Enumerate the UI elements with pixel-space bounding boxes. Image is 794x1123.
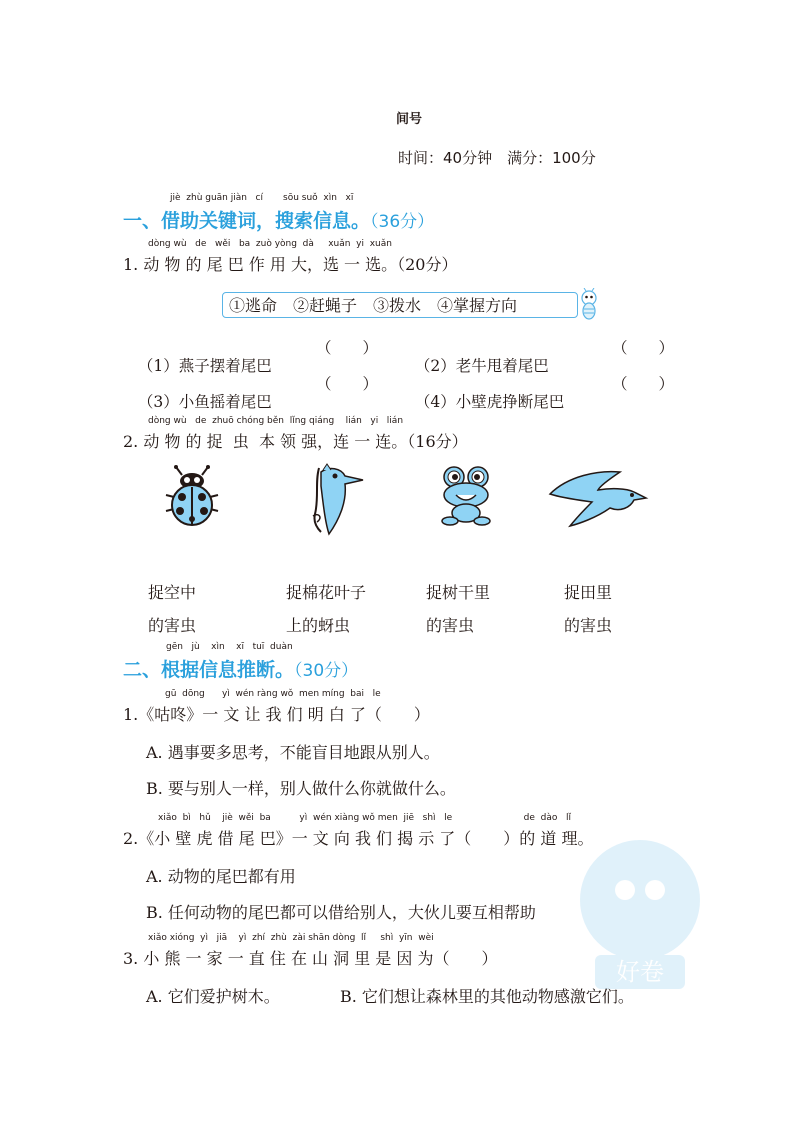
woodpecker-icon [305, 462, 367, 536]
q1-item-4 [405, 372, 564, 412]
q1-pinyin: dòng wù de wěi ba zuò yòng dà xuǎn yi xuǎn [148, 239, 392, 249]
s2q3-option-a[interactable]: A. 它们爱护树木。 [146, 987, 280, 1006]
s2q3-option-b[interactable]: B. 它们想让森林里的其他动物感激它们。 [340, 987, 634, 1006]
q1-item-2-blank[interactable]: （ ） [612, 339, 675, 357]
ladybug-icon [160, 465, 224, 529]
page-title: 间号 [396, 112, 423, 127]
q1-text: 1. 动 物 的 尾 巴 作 用 大，选 一 选。（20分） [123, 255, 458, 274]
q1-item-1 [128, 336, 272, 376]
section2-title [123, 655, 358, 682]
match-label-3-line2: 的害虫 [426, 616, 475, 635]
q2-text: 2. 动 物 的 捉 虫 本 领 强，连 一 连。（16分） [123, 432, 468, 451]
match-label-1-line2: 的害虫 [148, 616, 197, 635]
section2-title-text: 二、根据信息推断。 [123, 659, 295, 681]
section1-pinyin: jiè zhù guān jiàn cí sōu suǒ xìn xī [170, 193, 354, 203]
watermark-logo [555, 830, 725, 1000]
section1-score: （36分） [370, 212, 435, 232]
section1-title [123, 206, 434, 233]
s2q2-option-b[interactable]: B. 任何动物的尾巴都可以借给别人，大伙儿要互相帮助 [146, 903, 536, 922]
q1-item-3-label: （3）小鱼摇着尾巴 [137, 393, 272, 411]
match-label-4[interactable] [564, 580, 612, 636]
q1-item-3-blank[interactable]: （ ） [316, 375, 379, 393]
bee-mascot-icon [578, 288, 600, 322]
match-label-2-line2: 上的蚜虫 [286, 616, 351, 635]
s2q1-option-a[interactable]: A. 遇事要多思考，不能盲目地跟从别人。 [146, 743, 440, 762]
q1-item-2-label: （2）老牛甩着尾巴 [414, 357, 549, 375]
q1-item-1-blank[interactable]: （ ） [316, 339, 379, 357]
match-label-2[interactable] [286, 580, 366, 636]
s2q2-pinyin: xiǎo bì hǔ jiè wěi ba yì wén xiàng wǒ men jiē shì le de dào lǐ [158, 813, 571, 823]
s2q2-option-a[interactable]: A. 动物的尾巴都有用 [146, 867, 296, 886]
s2q1-pinyin: gū dōng yì wén ràng wǒ men míng bai le [165, 689, 381, 699]
s2q3-pinyin: xiǎo xióng yì jiā yì zhí zhù zài shān dòng lǐ shì yīn wèi [148, 933, 434, 943]
match-label-1[interactable] [148, 580, 196, 636]
q2-pinyin: dòng wù de zhuō chóng běn lǐng qiáng lián yi lián [148, 416, 404, 426]
section2-score: （30分） [294, 661, 359, 681]
q1-item-4-blank[interactable]: （ ） [612, 375, 675, 393]
match-label-4-line1: 捉田里 [564, 583, 613, 602]
watermark-text: 好卷 [616, 958, 664, 986]
q1-item-2 [405, 336, 549, 376]
match-label-3-line1: 捉树干里 [426, 583, 491, 602]
q1-item-1-label: （1）燕子摆着尾巴 [137, 357, 272, 375]
s2q3-text: 3. 小 熊 一 家 一 直 住 在 山 洞 里 是 因 为（ ） [123, 949, 498, 968]
section2-pinyin: gēn jù xìn xī tuī duàn [166, 642, 293, 652]
match-label-4-line2: 的害虫 [564, 616, 613, 635]
match-label-1-line1: 捉空中 [148, 583, 197, 602]
s2q1-text: 1.《咕咚》一 文 让 我 们 明 白 了（ ） [123, 705, 430, 724]
exam-meta: 时间：40分钟 满分：100分 [398, 149, 596, 167]
match-label-2-line1: 捉棉花叶子 [286, 583, 367, 602]
watermark-icon [555, 830, 725, 1000]
swallow-icon [548, 468, 650, 528]
choice-box: ①逃命 ②赶蝇子 ③拨水 ④掌握方向 [222, 292, 578, 318]
match-label-3[interactable] [426, 580, 490, 636]
q1-item-4-label: （4）小壁虎挣断尾巴 [414, 393, 565, 411]
s2q1-option-b[interactable]: B. 要与别人一样，别人做什么你就做什么。 [146, 779, 456, 798]
s2q2-text: 2.《小 壁 虎 借 尾 巴》一 文 向 我 们 揭 示 了（ ）的 道 理。 [123, 829, 594, 848]
section1-title-text: 一、借助关键词，搜索信息。 [123, 210, 371, 232]
q1-item-3 [128, 372, 272, 412]
frog-icon [440, 465, 492, 527]
